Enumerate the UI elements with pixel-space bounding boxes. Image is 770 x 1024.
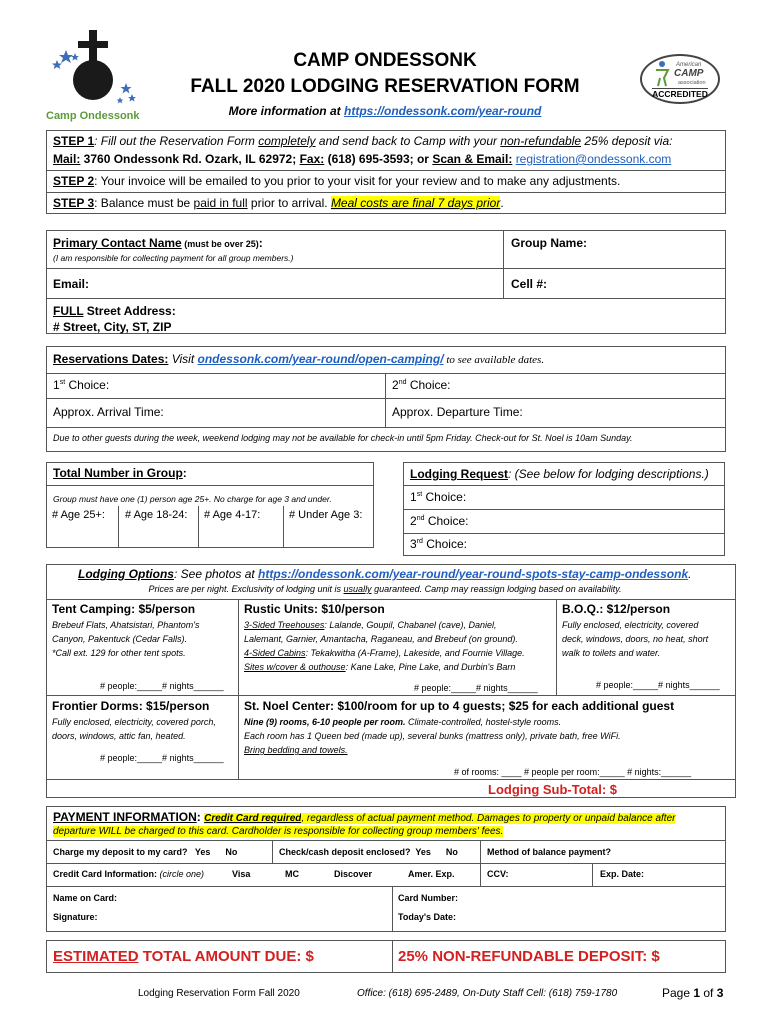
step-1: [53, 134, 672, 148]
second-choice-label: Choice:: [409, 378, 451, 392]
aca-assoc-text: association: [678, 80, 706, 86]
card-number-field[interactable]: Card Number:: [398, 893, 459, 903]
first-choice-sup: st: [59, 379, 66, 386]
step-3-text-c: .: [500, 196, 504, 210]
group-total-title: Total Number in Group: [53, 466, 183, 480]
contact-hdivider-2: [46, 298, 726, 299]
page-of: of: [700, 986, 717, 1000]
reservations-header: [53, 352, 544, 366]
card-mc[interactable]: MC: [285, 869, 299, 879]
mail-label: Mail:: [53, 152, 81, 166]
options-vdiv-2: [556, 599, 557, 695]
group-name-field[interactable]: Group Name:: [511, 236, 588, 250]
lodging-options-sub-b: guaranteed. Camp may reassign lodging based on availability.: [371, 584, 622, 594]
footer-page-number: [662, 986, 723, 1000]
contact-vdivider: [503, 230, 504, 298]
age-18-field[interactable]: # Age 18-24:: [125, 509, 188, 521]
estimated-total[interactable]: [53, 948, 314, 965]
st-noel-desc-2: Each room has 1 Queen bed (made up), several bunks (mattress only), private bath, free WiFi.: [244, 731, 621, 741]
lodging-req-hdiv-1: [403, 485, 725, 486]
rustic-cabins: 4-Sided Cabins: [244, 648, 306, 658]
primary-contact-colon: :: [258, 236, 263, 250]
title-line-2: FALL 2020 LODGING RESERVATION FORM: [190, 76, 580, 97]
reservations-note: Due to other guests during the week, weekend lodging may not be available for check-in until 5pm Friday. Check-out for St. Noel is 10am Sunday.: [53, 433, 633, 443]
age-4-field[interactable]: # Age 4-17:: [204, 509, 261, 521]
estimated-word: ESTIMATED: [53, 948, 139, 965]
lodging-choice-2-label: Choice:: [427, 514, 469, 528]
page-total: 3: [716, 986, 724, 1000]
step-1-text-b: and send back to Camp with your: [315, 134, 501, 148]
reservations-link[interactable]: ondessonk.com/year-round/open-camping/: [197, 352, 444, 366]
pay-hdiv-2: [46, 863, 726, 864]
cc-info-title: Credit Card Information:: [53, 869, 158, 879]
first-choice-label: Choice:: [68, 378, 110, 392]
st-noel-price: : $100/room for up to 4 guests; $25 for each additional guest: [330, 699, 675, 713]
group-hdivider: [46, 485, 374, 486]
rustic-people-nights[interactable]: # people:_____# nights______: [414, 683, 538, 693]
step-2-label: STEP 2: [53, 174, 95, 188]
payment-colon: :: [196, 810, 205, 824]
step-3-label: STEP 3: [53, 196, 95, 210]
res-hdivider-1: [46, 373, 726, 374]
step-2: [53, 174, 620, 188]
reservations-tail: to see available dates.: [443, 354, 545, 366]
more-info: [0, 104, 770, 118]
tent-camping-desc: [52, 618, 199, 660]
step-1-completely: completely: [258, 134, 316, 148]
rustic-sites: Sites w/cover & outhouse: [244, 662, 346, 672]
second-choice-num: 2: [392, 378, 399, 392]
departure-time-field[interactable]: Approx. Departure Time:: [392, 405, 523, 419]
tent-camping-title: Tent Camping: $5/person: [52, 602, 196, 616]
payment-line-1: , regardless of actual payment method. Damages to property or unpaid balance after: [301, 813, 676, 824]
steps-divider-2: [46, 192, 726, 193]
scan-label: Scan & Email:: [432, 152, 513, 166]
first-choice-field[interactable]: [53, 378, 109, 392]
rustic-sites-rest: : Kane Lake, Pine Lake, and Durbin's Barn: [345, 662, 516, 672]
address-format: # Street, City, ST, ZIP: [53, 320, 172, 334]
reservations-label: Reservations Dates:: [53, 352, 169, 366]
lodging-req-hdiv-2: [403, 509, 725, 510]
card-amex[interactable]: Amer. Exp.: [408, 869, 455, 879]
step-1-nonref: non-refundable: [500, 134, 582, 148]
payment-cc-required: Credit Card required: [204, 813, 302, 824]
tent-desc-1: Brebeuf Flats, Ahatsistari, Phantom's: [52, 620, 200, 630]
pay-vdiv-3: [592, 863, 593, 886]
group-note: Group must have one (1) person age 25+. No charge for age 3 and under.: [53, 494, 332, 504]
options-hdiv-3: [46, 779, 736, 780]
payment-header: [53, 810, 675, 824]
first-choice-num: 1: [53, 378, 60, 392]
lodging-choice-3-sup: rd: [416, 538, 423, 545]
lodging-choice-1-num: 1: [410, 490, 417, 504]
deposit-total[interactable]: 25% NON-REFUNDABLE DEPOSIT: $: [398, 948, 660, 965]
lodging-options-sub-a: Prices are per night. Exclusivity of lodging unit is: [148, 584, 344, 594]
step-1-text-a: : Fill out the Reservation Form: [94, 134, 259, 148]
payment-line-2: departure WILL be charged to this card. Cardholder is responsible for collecting group members' fees.: [53, 826, 504, 837]
aca-figure-icon: [652, 60, 672, 88]
group-vdiv-2: [198, 506, 199, 548]
under-3-field[interactable]: # Under Age 3:: [289, 509, 363, 521]
tent-desc-3: *Call ext. 129 for other tent spots.: [52, 648, 186, 658]
primary-contact-label: [53, 236, 263, 250]
frontier-dorms-name: Frontier Dorms: [52, 699, 139, 713]
primary-contact-note: (must be over 25): [181, 239, 259, 249]
step-3: [53, 196, 504, 210]
step-3-paid: paid in full: [193, 196, 248, 210]
st-noel-rooms: Nine (9) rooms, 6-10 people per room.: [244, 717, 406, 727]
group-vdiv-3: [283, 506, 284, 548]
pay-vdiv-2: [480, 840, 481, 886]
page-word: Page: [662, 986, 694, 1000]
group-total-colon: :: [182, 466, 187, 480]
st-noel-name: St. Noel Center: [244, 699, 331, 713]
boq-title: B.O.Q.: $12/person: [562, 602, 671, 616]
mail-value: 3760 Ondessonk Rd. Ozark, IL 62972;: [80, 152, 300, 166]
lodging-options-see: : See photos at: [173, 567, 259, 581]
page-current: 1: [693, 986, 701, 1000]
frontier-dorms-desc: [52, 715, 216, 743]
fax-label: Fax:: [299, 152, 325, 166]
rustic-units-desc: [244, 618, 525, 674]
lodging-options-dot: .: [688, 567, 692, 581]
more-info-link[interactable]: https://ondessonk.com/year-round: [344, 104, 542, 118]
boq-desc-2: deck, windows, doors, no heat, short: [562, 634, 709, 644]
lodging-choice-2[interactable]: [410, 514, 469, 528]
res-hdivider-2: [46, 398, 726, 399]
st-noel-bring: Bring bedding and towels.: [244, 745, 348, 755]
boq-desc-3: walk to toilets and water.: [562, 648, 661, 658]
address-field[interactable]: [53, 303, 176, 335]
lodging-options-header: [78, 567, 691, 581]
lodging-request-header: [410, 467, 709, 481]
charge-deposit-question[interactable]: Charge my deposit to my card? Yes No: [53, 847, 238, 857]
cc-info-circle: (circle one): [157, 869, 205, 879]
cc-info-label: [53, 869, 204, 879]
group-total-label: [53, 466, 187, 480]
rustic-treehouses-rest: : Lalande, Goupil, Chabanel (cave), Daniel,: [324, 620, 497, 630]
address-full: FULL: [53, 304, 84, 318]
rustic-units-title: Rustic Units: $10/person: [244, 602, 385, 616]
estimated-rest: TOTAL AMOUNT DUE: $: [138, 948, 314, 965]
exp-date-field[interactable]: Exp. Date:: [600, 869, 645, 879]
second-choice-sup: nd: [398, 379, 407, 386]
lodging-options-link[interactable]: https://ondessonk.com/year-round/year-round-spots-stay-camp-ondessonk: [258, 567, 689, 581]
aca-top-text: American: [676, 62, 702, 68]
step-3-meal: Meal costs are final 7 days prior: [330, 196, 501, 210]
email-field[interactable]: Email:: [53, 277, 90, 291]
ccv-field[interactable]: CCV:: [487, 869, 509, 879]
step-2-text: : Your invoice will be emailed to you prior to your visit for your review and to make any adjustments.: [94, 174, 621, 188]
pay-hdiv-3: [46, 886, 726, 887]
boq-desc: [562, 618, 708, 660]
rustic-treehouses: 3-Sided Treehouses: [244, 620, 325, 630]
lodging-choice-3[interactable]: [410, 537, 467, 551]
card-discover[interactable]: Discover: [334, 869, 373, 879]
lodging-choice-3-label: Choice:: [426, 537, 467, 551]
totals-vdiv: [392, 940, 393, 973]
options-hdiv-1: [46, 599, 736, 600]
boq-people-nights[interactable]: # people:_____# nights______: [596, 680, 720, 690]
primary-contact-title: Primary Contact Name: [53, 236, 182, 250]
contact-hdivider-1: [46, 268, 726, 269]
balance-method-question[interactable]: Method of balance payment?: [487, 847, 612, 857]
lodging-request-tail: : (See below for lodging descriptions.): [508, 467, 709, 481]
aca-logo: [640, 54, 720, 104]
camp-logo-text: Camp Ondessonk: [46, 110, 140, 122]
options-vdiv-1: [238, 599, 239, 779]
cell-field[interactable]: Cell #:: [511, 277, 548, 291]
todays-date-field[interactable]: Today's Date:: [398, 912, 456, 922]
steps-divider-1: [46, 170, 726, 171]
tent-people-nights[interactable]: # people:_____# nights______: [100, 681, 224, 691]
card-visa[interactable]: Visa: [232, 869, 251, 879]
lodging-options-label: Lodging Options: [78, 567, 174, 581]
st-noel-counts[interactable]: # of rooms: ____ # people per room:_____ # nights:______: [454, 767, 692, 777]
payment-label: PAYMENT INFORMATION: [53, 810, 197, 824]
arrival-time-field[interactable]: Approx. Arrival Time:: [53, 405, 164, 419]
email-link[interactable]: registration@ondessonk.com: [515, 152, 672, 166]
st-noel-title: [244, 699, 674, 713]
res-hdivider-3: [46, 427, 726, 428]
pay-hdiv-1: [46, 840, 726, 841]
check-deposit-question[interactable]: Check/cash deposit enclosed? Yes No: [279, 847, 458, 857]
step-1-text-c: 25% deposit via:: [581, 134, 673, 148]
step-3-text-a: : Balance must be: [94, 196, 194, 210]
reservations-visit: Visit: [168, 352, 198, 366]
rustic-line-2: Lalemant, Garnier, Amantacha, Raganeau, and Brebeuf (on ground).: [244, 634, 518, 644]
primary-contact-sub: (I am responsible for collecting payment for all group members.): [53, 253, 294, 263]
lodging-request-label: Lodging Request: [410, 467, 508, 481]
lodging-subtotal[interactable]: Lodging Sub-Total: $: [488, 782, 618, 797]
lodging-choice-2-sup: nd: [416, 515, 425, 522]
signature-field[interactable]: Signature:: [53, 912, 98, 922]
lodging-choice-1-label: Choice:: [425, 490, 467, 504]
frontier-desc-1: Fully enclosed, electricity, covered porch,: [52, 717, 216, 727]
options-hdiv-2: [46, 695, 736, 696]
footer-contact: Office: (618) 695-2489, On-Duty Staff Cell: (618) 759-1780: [357, 988, 618, 999]
title-line-1: CAMP ONDESSONK: [293, 50, 477, 71]
lodging-req-hdiv-3: [403, 533, 725, 534]
frontier-people-nights[interactable]: # people:_____# nights______: [100, 753, 224, 763]
res-vdivider: [385, 373, 386, 427]
aca-camp-text: CAMP: [674, 68, 704, 79]
group-vdiv-1: [118, 506, 119, 548]
name-on-card-field[interactable]: Name on Card:: [53, 893, 118, 903]
boq-desc-1: Fully enclosed, electricity, covered: [562, 620, 699, 630]
pay-vdiv-1: [272, 840, 273, 863]
step-1-label: STEP 1: [53, 134, 95, 148]
aca-accredited-badge: ACCREDITED: [652, 89, 708, 99]
st-noel-desc-1: Climate-controlled, hostel-style rooms.: [405, 717, 562, 727]
address-label: Street Address:: [83, 304, 176, 318]
lodging-choice-1[interactable]: [410, 490, 466, 504]
st-noel-desc: [244, 715, 621, 757]
age-25-field[interactable]: # Age 25+:: [52, 509, 105, 521]
lodging-choice-1-sup: st: [416, 491, 423, 498]
fax-value: (618) 695-3593; or: [324, 152, 433, 166]
lodging-options-usually: usually: [343, 584, 372, 594]
footer-form-name: Lodging Reservation Form Fall 2020: [138, 988, 300, 999]
step-1-contact: [53, 152, 671, 166]
tent-desc-2: Canyon, Pakentuck (Cedar Falls).: [52, 634, 188, 644]
lodging-choice-2-num: 2: [410, 514, 417, 528]
frontier-dorms-price: : $15/person: [138, 699, 210, 713]
rustic-cabins-rest: : Tekakwitha (A-Frame), Lakeside, and Fournie Village.: [305, 648, 525, 658]
frontier-desc-2: doors, windows, attic fan, heated.: [52, 731, 186, 741]
lodging-options-sub: [0, 584, 770, 594]
more-info-label: More information at: [228, 104, 341, 118]
second-choice-field[interactable]: [392, 378, 451, 392]
pay-vdiv-4: [392, 886, 393, 932]
lodging-choice-3-num: 3: [410, 537, 417, 551]
step-3-text-b: prior to arrival.: [247, 196, 331, 210]
frontier-dorms-title: [52, 699, 209, 713]
